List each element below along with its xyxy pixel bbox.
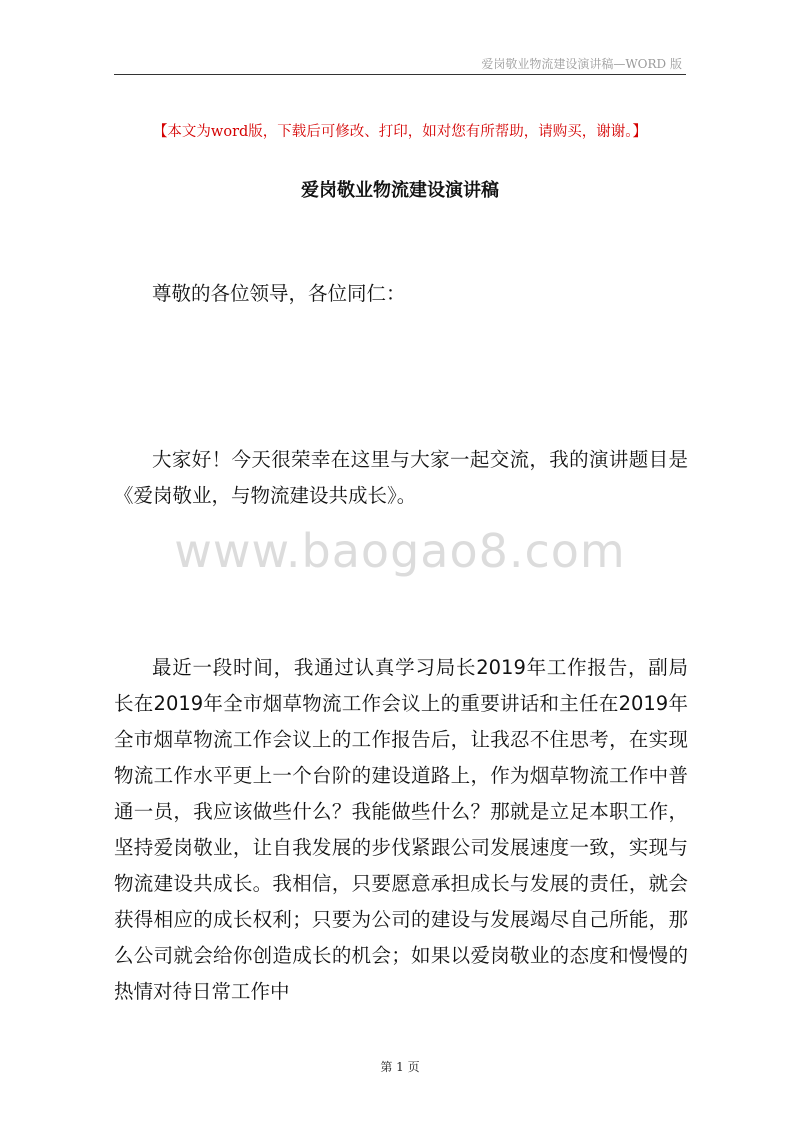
- page-number: 第 1 页: [380, 1060, 420, 1074]
- purchase-notice: 【本文为word版，下载后可修改、打印，如对您有所帮助，请购买，谢谢。】: [152, 124, 648, 140]
- document-title: 爱岗敬业物流建设演讲稿: [301, 180, 499, 201]
- watermark-text: www.baogao8.com: [174, 524, 626, 578]
- salutation-paragraph: 尊敬的各位领导，各位同仁：: [152, 282, 406, 305]
- running-header: 爱岗敬业物流建设演讲稿—WORD 版: [481, 57, 682, 71]
- body-paragraph: 最近一段时间，我通过认真学习局长2019年工作报告，副局长在2019年全市烟草物流工作会议上的重要讲话和主任在2019年全市烟草物流工作会议上的工作报告后，让我忍不住思考，在实现物流工作水平更上一个台阶的建设道路上，作为烟草物流工作中普通一员，我应该做些什么？我能做些什么？那就是立足本职工作，坚持爱岗敬业，让自我发展的步伐紧跟公司发展速度一致，实现与物流建设共成长。我相信，只要愿意承担成长与发展的责任，就会获得相应的成长权利；只要为公司的建设与发展竭尽自己所能，那么公司就会给你创造成长的机会；如果以爱岗敬业的态度和慢慢的热情对待日常工作中: [114, 656, 688, 1003]
- greeting-paragraph: 大家好！今天很荣幸在这里与大家一起交流，我的演讲题目是《爱岗敬业，与物流建设共成长》。: [114, 448, 688, 507]
- header-divider: [114, 74, 686, 75]
